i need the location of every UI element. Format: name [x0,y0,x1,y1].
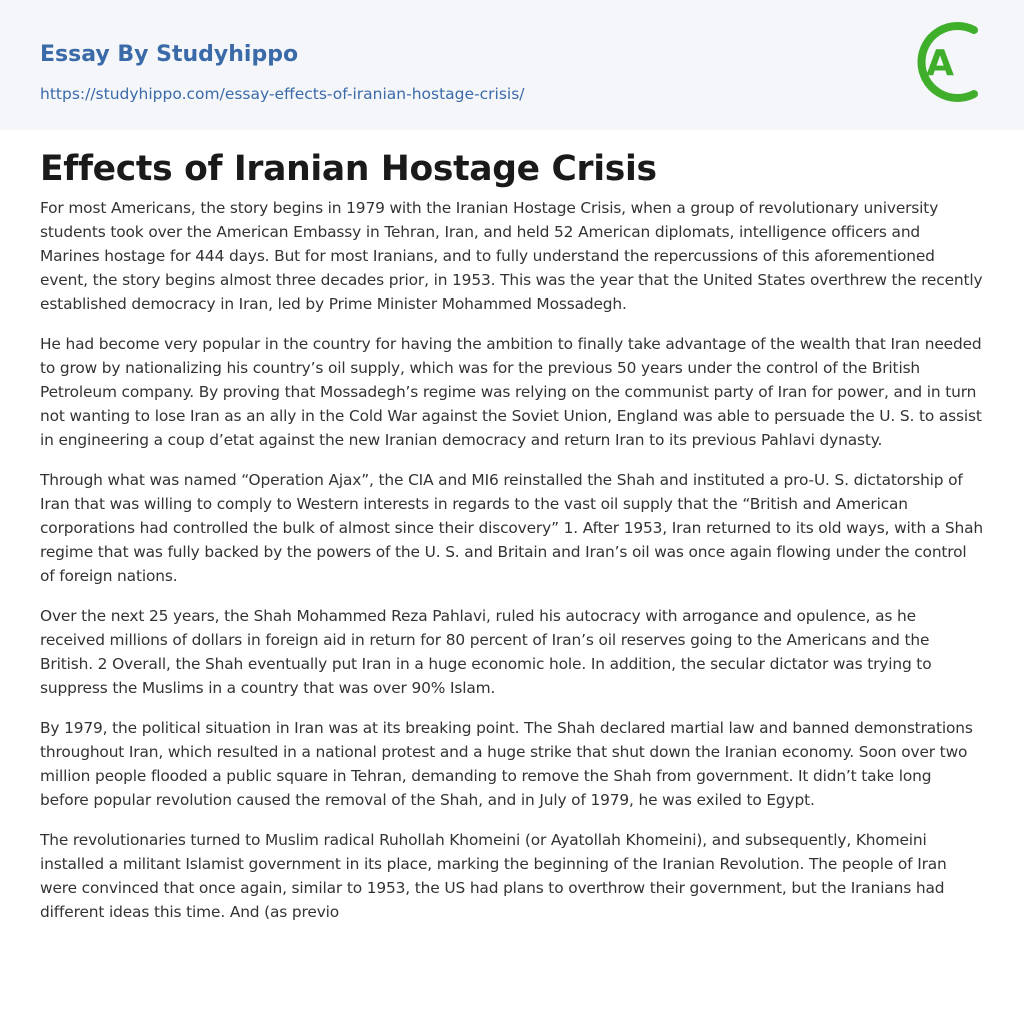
essay-paragraph: Over the next 25 years, the Shah Mohammed Reza Pahlavi, ruled his autocracy with arrogance and opulence, as he received millions of dollars in foreign aid in return for 80 percent of Iran’s oil reserves going to the Americans and the British. 2 Overall, the Shah eventually put Iran in a huge economic hole. In addition, the secular dictator was trying to suppress the Muslims in a country that was over 90% Islam. [40,607,932,697]
essay-content [0,130,1024,924]
essay-paragraph: By 1979, the political situation in Iran was at its breaking point. The Shah declared martial law and banned demonstrations throughout Iran, which resulted in a national protest and a huge strike that shut down the Iranian economy. Soon over two million people flooded a public square in Tehran, demanding to remove the Shah from government. It didn’t take long before popular revolution caused the removal of the Shah, and in July of 1979, he was exiled to Egypt. [40,719,973,809]
essay-url-link[interactable]: https://studyhippo.com/essay-effects-of-iranian-hostage-crisis/ [40,85,525,103]
essay-paragraph: Through what was named “Operation Ajax”, the CIA and MI6 reinstalled the Shah and instituted a pro-U. S. dictatorship of Iran that was willing to comply to Western interests in regards to the vast oil supply that the “British and American corporations had controlled the bulk of almost since their discovery” 1. After 1953, Iran returned to its old ways, with a Shah regime that was fully backed by the powers of the U. S. and Britain and Iran’s oil was once again flowing under the control of foreign nations. [40,471,984,585]
essay-paragraph: The revolutionaries turned to Muslim radical Ruhollah Khomeini (or Ayatollah Khomeini), and subsequently, Khomeini installed a militant Islamist government in its place, marking the beginning of the Iranian Revolution. The people of Iran were convinced that once again, similar to 1953, the US had plans to overthrow their government, but the Iranians had different ideas this time. And (as previo [40,831,947,921]
essay-paragraph: For most Americans, the story begins in 1979 with the Iranian Hostage Crisis, when a group of revolutionary university students took over the American Embassy in Tehran, Iran, and held 52 American diplomats, intelligence officers and Marines hostage for 444 days. But for most Iranians, and to fully understand the repercussions of this aforementioned event, the story begins almost three decades prior, in 1953. This was the year that the United States overthrew the recently established democracy in Iran, led by Prime Minister Mohammed Mossadegh. [40,199,983,313]
logo-letter: A [926,43,954,84]
site-brand[interactable]: Essay By Studyhippo [40,42,299,67]
essay-paragraph: He had become very popular in the country for having the ambition to finally take advantage of the wealth that Iran needed to grow by nationalizing his country’s oil supply, which was for the previous 50 years under the control of the British Petroleum company. By proving that Mossadegh’s regime was relying on the communist party of Iran for power, and in turn not wanting to lose Iran as an ally in the Cold War against the Soviet Union, England was able to persuade the U. S. to assist in engineering a coup d’etat against the new Iranian democracy and return Iran to its previous Pahlavi dynasty. [40,335,982,449]
studyhippo-logo-icon[interactable] [910,18,988,106]
essay-title: Effects of Iranian Hostage Crisis [40,149,657,189]
site-header [0,0,1024,130]
